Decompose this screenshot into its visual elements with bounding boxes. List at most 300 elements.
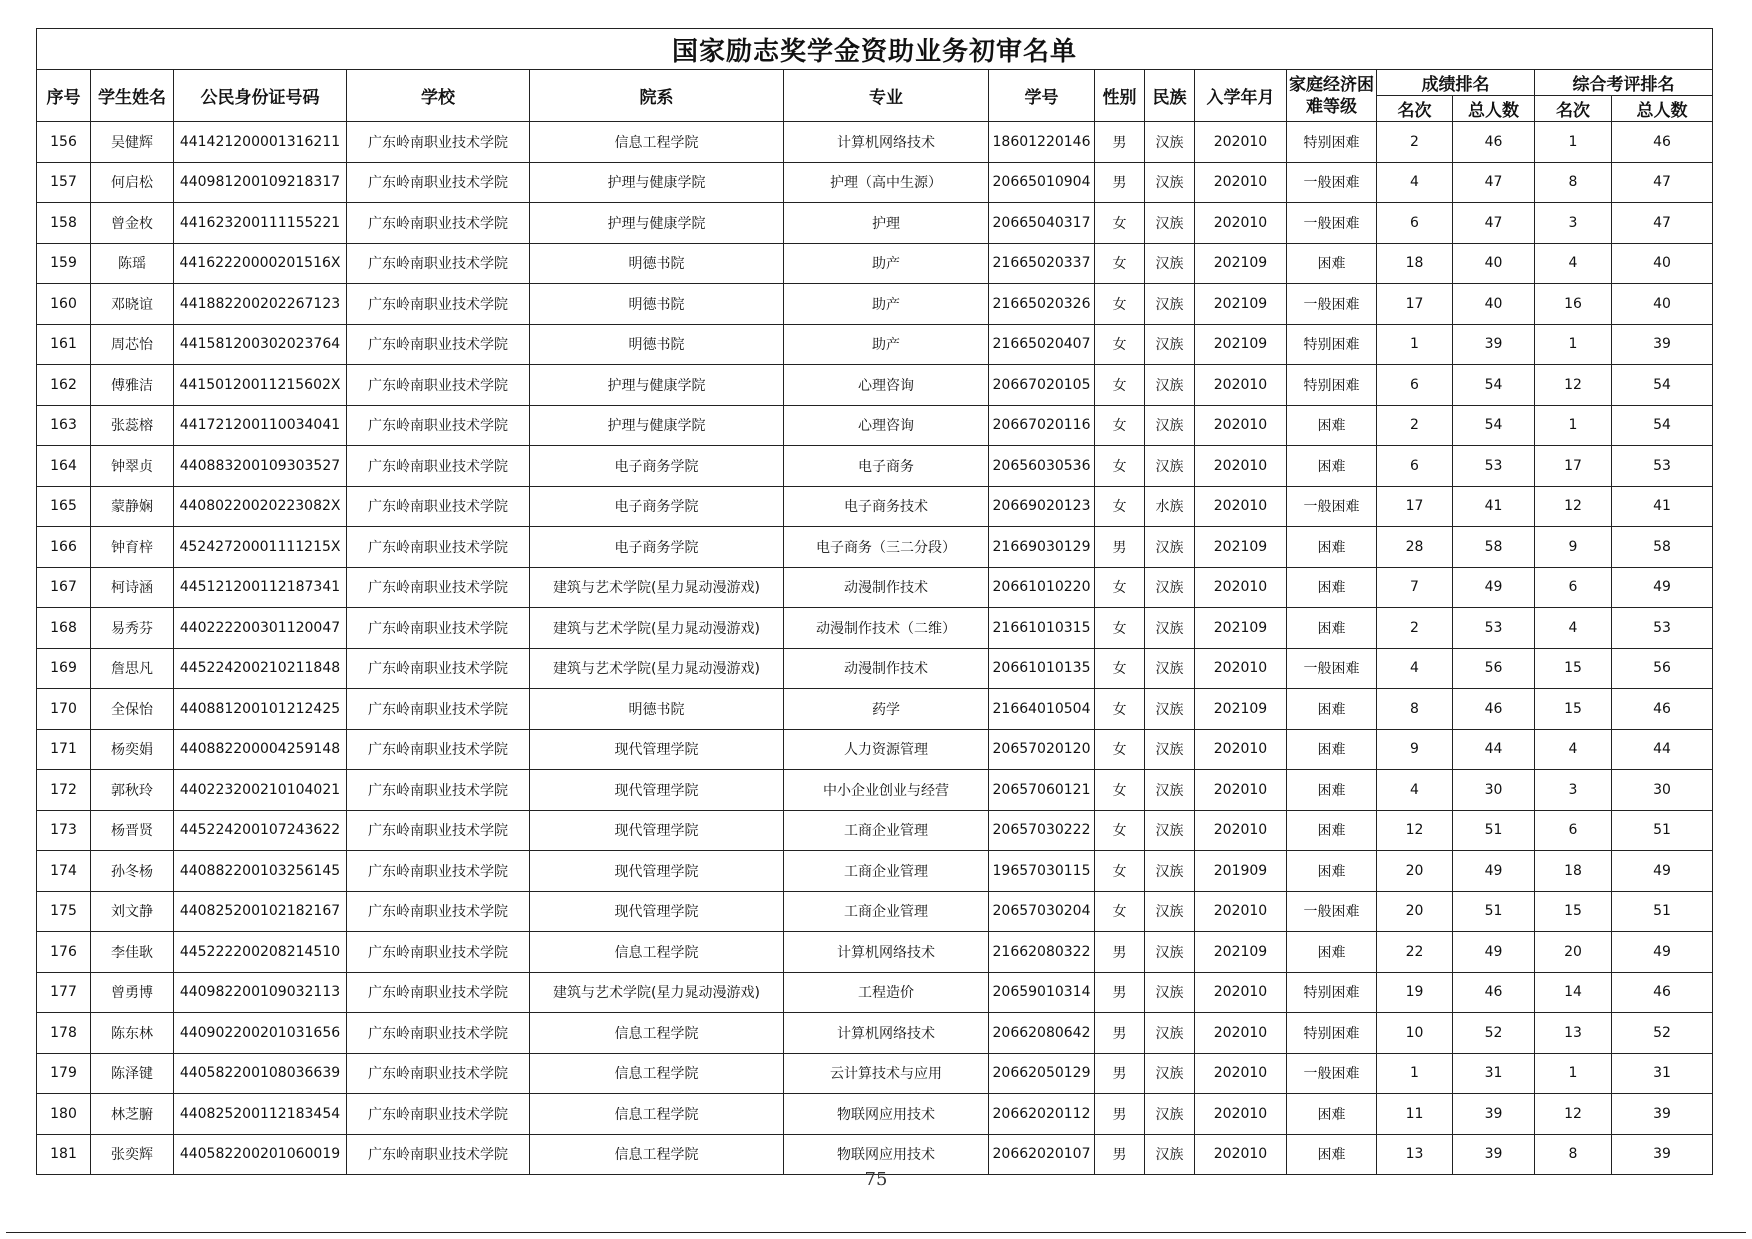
page-title: 国家励志奖学金资助业务初审名单: [37, 29, 1713, 70]
cell-department: 护理与健康学院: [530, 365, 784, 406]
header-grade-rank-total: 总人数: [1453, 96, 1535, 122]
cell-grade-total: 49: [1453, 851, 1535, 892]
cell-student-name: 吴健辉: [91, 122, 174, 163]
cell-enroll-date: 202109: [1195, 324, 1287, 365]
cell-grade-rank: 10: [1377, 1013, 1453, 1054]
cell-ethnicity: 汉族: [1145, 1053, 1195, 1094]
cell-student-no: 21665020326: [989, 284, 1095, 325]
cell-overall-rank: 4: [1535, 608, 1612, 649]
cell-major: 药学: [784, 689, 989, 730]
cell-school: 广东岭南职业技术学院: [347, 729, 530, 770]
cell-department: 信息工程学院: [530, 1053, 784, 1094]
cell-overall-rank: 12: [1535, 365, 1612, 406]
roster-body: [37, 122, 1713, 1175]
table-row: [37, 527, 1713, 568]
cell-grade-rank: 1: [1377, 324, 1453, 365]
cell-major: 电子商务（三二分段）: [784, 527, 989, 568]
cell-hardship-level: 困难: [1287, 1094, 1377, 1135]
cell-grade-rank: 4: [1377, 770, 1453, 811]
cell-enroll-date: 202010: [1195, 770, 1287, 811]
cell-id-number: 445224200107243622: [174, 810, 347, 851]
cell-enroll-date: 202010: [1195, 729, 1287, 770]
cell-hardship-level: 困难: [1287, 810, 1377, 851]
cell-major: 物联网应用技术: [784, 1094, 989, 1135]
cell-hardship-level: 特别困难: [1287, 324, 1377, 365]
cell-student-name: 蒙静娴: [91, 486, 174, 527]
cell-student-no: 20665010904: [989, 162, 1095, 203]
cell-grade-rank: 20: [1377, 891, 1453, 932]
cell-department: 现代管理学院: [530, 770, 784, 811]
header-ethnicity: 民族: [1145, 70, 1195, 122]
cell-id-number: 440582200201060019: [174, 1134, 347, 1175]
cell-student-name: 刘文静: [91, 891, 174, 932]
cell-student-no: 20669020123: [989, 486, 1095, 527]
cell-gender: 女: [1095, 567, 1145, 608]
cell-major: 工商企业管理: [784, 851, 989, 892]
cell-department: 明德书院: [530, 324, 784, 365]
cell-overall-rank: 1: [1535, 1053, 1612, 1094]
cell-department: 现代管理学院: [530, 729, 784, 770]
cell-school: 广东岭南职业技术学院: [347, 527, 530, 568]
cell-hardship-level: 困难: [1287, 567, 1377, 608]
cell-student-name: 傅雅洁: [91, 365, 174, 406]
cell-enroll-date: 202109: [1195, 527, 1287, 568]
cell-overall-rank: 15: [1535, 648, 1612, 689]
cell-grade-total: 39: [1453, 1094, 1535, 1135]
cell-enroll-date: 202010: [1195, 122, 1287, 163]
cell-major: 动漫制作技术（二维）: [784, 608, 989, 649]
cell-hardship-level: 特别困难: [1287, 972, 1377, 1013]
cell-student-name: 李佳耿: [91, 932, 174, 973]
cell-id-number: 44162220000201516X: [174, 243, 347, 284]
cell-hardship-level: 特别困难: [1287, 122, 1377, 163]
cell-overall-rank: 1: [1535, 122, 1612, 163]
cell-overall-rank: 13: [1535, 1013, 1612, 1054]
cell-gender: 女: [1095, 851, 1145, 892]
cell-gender: 女: [1095, 608, 1145, 649]
cell-student-no: 21662080322: [989, 932, 1095, 973]
cell-school: 广东岭南职业技术学院: [347, 932, 530, 973]
header-id-number: 公民身份证号码: [174, 70, 347, 122]
cell-seq: 175: [37, 891, 91, 932]
cell-hardship-level: 困难: [1287, 851, 1377, 892]
cell-id-number: 445222200208214510: [174, 932, 347, 973]
cell-id-number: 440222200301120047: [174, 608, 347, 649]
cell-hardship-level: 困难: [1287, 405, 1377, 446]
cell-hardship-level: 困难: [1287, 689, 1377, 730]
cell-school: 广东岭南职业技术学院: [347, 1094, 530, 1135]
table-row: [37, 891, 1713, 932]
cell-grade-total: 49: [1453, 932, 1535, 973]
cell-overall-rank: 12: [1535, 1094, 1612, 1135]
cell-gender: 男: [1095, 932, 1145, 973]
cell-student-no: 20659010314: [989, 972, 1095, 1013]
cell-student-name: 陈东林: [91, 1013, 174, 1054]
cell-id-number: 44150120011215602X: [174, 365, 347, 406]
cell-major: 心理咨询: [784, 365, 989, 406]
cell-overall-rank: 12: [1535, 486, 1612, 527]
cell-grade-total: 47: [1453, 162, 1535, 203]
cell-student-name: 陈泽键: [91, 1053, 174, 1094]
cell-id-number: 44080220020223082X: [174, 486, 347, 527]
table-row: [37, 1094, 1713, 1135]
header-major: 专业: [784, 70, 989, 122]
cell-ethnicity: 汉族: [1145, 527, 1195, 568]
cell-department: 建筑与艺术学院(星力晁动漫游戏): [530, 567, 784, 608]
cell-major: 计算机网络技术: [784, 122, 989, 163]
cell-hardship-level: 一般困难: [1287, 1053, 1377, 1094]
cell-hardship-level: 困难: [1287, 932, 1377, 973]
cell-student-name: 张奕辉: [91, 1134, 174, 1175]
cell-department: 信息工程学院: [530, 122, 784, 163]
table-row: [37, 243, 1713, 284]
cell-id-number: 441882200202267123: [174, 284, 347, 325]
cell-enroll-date: 202010: [1195, 567, 1287, 608]
table-row: [37, 486, 1713, 527]
cell-grade-rank: 7: [1377, 567, 1453, 608]
cell-id-number: 445121200112187341: [174, 567, 347, 608]
cell-overall-rank: 8: [1535, 162, 1612, 203]
cell-department: 现代管理学院: [530, 891, 784, 932]
cell-overall-rank: 4: [1535, 243, 1612, 284]
cell-grade-rank: 12: [1377, 810, 1453, 851]
cell-student-no: 20657060121: [989, 770, 1095, 811]
table-row: [37, 365, 1713, 406]
cell-student-no: 21664010504: [989, 689, 1095, 730]
cell-major: 助产: [784, 243, 989, 284]
cell-school: 广东岭南职业技术学院: [347, 122, 530, 163]
cell-department: 护理与健康学院: [530, 405, 784, 446]
cell-seq: 161: [37, 324, 91, 365]
cell-hardship-level: 特别困难: [1287, 1013, 1377, 1054]
cell-grade-total: 47: [1453, 203, 1535, 244]
cell-school: 广东岭南职业技术学院: [347, 162, 530, 203]
cell-hardship-level: 一般困难: [1287, 284, 1377, 325]
cell-student-no: 21665020337: [989, 243, 1095, 284]
cell-seq: 160: [37, 284, 91, 325]
cell-seq: 176: [37, 932, 91, 973]
cell-overall-total: 39: [1612, 324, 1713, 365]
cell-school: 广东岭南职业技术学院: [347, 770, 530, 811]
cell-gender: 女: [1095, 405, 1145, 446]
cell-major: 动漫制作技术: [784, 648, 989, 689]
cell-seq: 181: [37, 1134, 91, 1175]
cell-department: 护理与健康学院: [530, 162, 784, 203]
cell-grade-rank: 18: [1377, 243, 1453, 284]
cell-seq: 173: [37, 810, 91, 851]
cell-enroll-date: 202010: [1195, 972, 1287, 1013]
cell-major: 动漫制作技术: [784, 567, 989, 608]
cell-overall-total: 46: [1612, 972, 1713, 1013]
table-row: [37, 972, 1713, 1013]
cell-student-no: 20657020120: [989, 729, 1095, 770]
cell-overall-rank: 3: [1535, 203, 1612, 244]
cell-gender: 女: [1095, 891, 1145, 932]
cell-overall-total: 54: [1612, 365, 1713, 406]
cell-major: 工程造价: [784, 972, 989, 1013]
cell-ethnicity: 汉族: [1145, 972, 1195, 1013]
cell-overall-rank: 16: [1535, 284, 1612, 325]
cell-grade-total: 54: [1453, 405, 1535, 446]
cell-major: 物联网应用技术: [784, 1134, 989, 1175]
cell-student-name: 何启松: [91, 162, 174, 203]
page-number: 75: [864, 1169, 888, 1190]
cell-overall-total: 46: [1612, 689, 1713, 730]
cell-department: 明德书院: [530, 243, 784, 284]
cell-school: 广东岭南职业技术学院: [347, 891, 530, 932]
cell-school: 广东岭南职业技术学院: [347, 851, 530, 892]
cell-hardship-level: 困难: [1287, 770, 1377, 811]
cell-seq: 180: [37, 1094, 91, 1135]
cell-id-number: 441721200110034041: [174, 405, 347, 446]
cell-school: 广东岭南职业技术学院: [347, 1013, 530, 1054]
cell-enroll-date: 202010: [1195, 486, 1287, 527]
cell-school: 广东岭南职业技术学院: [347, 689, 530, 730]
cell-ethnicity: 水族: [1145, 486, 1195, 527]
cell-seq: 156: [37, 122, 91, 163]
cell-enroll-date: 202010: [1195, 203, 1287, 244]
cell-school: 广东岭南职业技术学院: [347, 405, 530, 446]
cell-major: 人力资源管理: [784, 729, 989, 770]
cell-overall-total: 54: [1612, 405, 1713, 446]
cell-grade-total: 58: [1453, 527, 1535, 568]
cell-student-name: 易秀芬: [91, 608, 174, 649]
cell-department: 建筑与艺术学院(星力晁动漫游戏): [530, 608, 784, 649]
header-enroll: 入学年月: [1195, 70, 1287, 122]
cell-student-no: 20656030536: [989, 446, 1095, 487]
cell-grade-rank: 17: [1377, 284, 1453, 325]
cell-overall-total: 49: [1612, 932, 1713, 973]
cell-student-name: 詹思凡: [91, 648, 174, 689]
cell-department: 建筑与艺术学院(星力晁动漫游戏): [530, 648, 784, 689]
cell-ethnicity: 汉族: [1145, 689, 1195, 730]
cell-hardship-level: 一般困难: [1287, 203, 1377, 244]
cell-grade-rank: 17: [1377, 486, 1453, 527]
cell-student-no: 19657030115: [989, 851, 1095, 892]
cell-overall-total: 56: [1612, 648, 1713, 689]
cell-seq: 168: [37, 608, 91, 649]
cell-department: 现代管理学院: [530, 851, 784, 892]
cell-enroll-date: 202010: [1195, 1134, 1287, 1175]
cell-enroll-date: 201909: [1195, 851, 1287, 892]
cell-overall-rank: 6: [1535, 567, 1612, 608]
cell-gender: 女: [1095, 486, 1145, 527]
cell-department: 建筑与艺术学院(星力晁动漫游戏): [530, 972, 784, 1013]
header-overall-rank-place: 名次: [1535, 96, 1612, 122]
cell-major: 计算机网络技术: [784, 1013, 989, 1054]
cell-overall-total: 46: [1612, 122, 1713, 163]
cell-major: 助产: [784, 324, 989, 365]
cell-overall-total: 41: [1612, 486, 1713, 527]
cell-grade-total: 51: [1453, 891, 1535, 932]
cell-student-name: 张蕊榕: [91, 405, 174, 446]
cell-hardship-level: 困难: [1287, 527, 1377, 568]
cell-student-no: 21665020407: [989, 324, 1095, 365]
cell-department: 电子商务学院: [530, 527, 784, 568]
cell-id-number: 441421200001316211: [174, 122, 347, 163]
cell-student-no: 20661010220: [989, 567, 1095, 608]
cell-student-no: 20665040317: [989, 203, 1095, 244]
header-grade-rank: 成绩排名: [1377, 70, 1535, 96]
table-row: [37, 932, 1713, 973]
header-name: 学生姓名: [91, 70, 174, 122]
cell-enroll-date: 202010: [1195, 365, 1287, 406]
cell-seq: 157: [37, 162, 91, 203]
cell-major: 工商企业管理: [784, 810, 989, 851]
header-department: 院系: [530, 70, 784, 122]
cell-grade-rank: 2: [1377, 122, 1453, 163]
cell-ethnicity: 汉族: [1145, 243, 1195, 284]
cell-student-name: 孙冬杨: [91, 851, 174, 892]
header-school: 学校: [347, 70, 530, 122]
cell-enroll-date: 202109: [1195, 243, 1287, 284]
cell-overall-total: 39: [1612, 1094, 1713, 1135]
cell-seq: 169: [37, 648, 91, 689]
cell-grade-rank: 4: [1377, 162, 1453, 203]
cell-department: 信息工程学院: [530, 1134, 784, 1175]
cell-grade-rank: 8: [1377, 689, 1453, 730]
cell-student-name: 杨晋贤: [91, 810, 174, 851]
cell-student-name: 柯诗涵: [91, 567, 174, 608]
table-row: [37, 729, 1713, 770]
cell-seq: 163: [37, 405, 91, 446]
cell-overall-total: 49: [1612, 851, 1713, 892]
header-grade-rank-place: 名次: [1377, 96, 1453, 122]
cell-school: 广东岭南职业技术学院: [347, 1053, 530, 1094]
cell-grade-rank: 6: [1377, 365, 1453, 406]
cell-ethnicity: 汉族: [1145, 891, 1195, 932]
cell-student-no: 21669030129: [989, 527, 1095, 568]
cell-grade-rank: 28: [1377, 527, 1453, 568]
cell-hardship-level: 特别困难: [1287, 365, 1377, 406]
cell-grade-total: 54: [1453, 365, 1535, 406]
table-row: [37, 567, 1713, 608]
cell-ethnicity: 汉族: [1145, 932, 1195, 973]
table-row: [37, 689, 1713, 730]
cell-overall-total: 31: [1612, 1053, 1713, 1094]
cell-overall-rank: 20: [1535, 932, 1612, 973]
table-row: [37, 608, 1713, 649]
cell-grade-total: 53: [1453, 446, 1535, 487]
cell-department: 护理与健康学院: [530, 203, 784, 244]
cell-overall-rank: 17: [1535, 446, 1612, 487]
cell-grade-rank: 11: [1377, 1094, 1453, 1135]
table-row: [37, 324, 1713, 365]
cell-enroll-date: 202010: [1195, 1013, 1287, 1054]
cell-seq: 178: [37, 1013, 91, 1054]
cell-gender: 女: [1095, 810, 1145, 851]
cell-school: 广东岭南职业技术学院: [347, 203, 530, 244]
cell-gender: 男: [1095, 1094, 1145, 1135]
cell-major: 护理（高中生源）: [784, 162, 989, 203]
cell-department: 现代管理学院: [530, 810, 784, 851]
bottom-rule: [6, 1232, 1746, 1233]
cell-student-name: 周芯怡: [91, 324, 174, 365]
cell-school: 广东岭南职业技术学院: [347, 243, 530, 284]
cell-overall-rank: 3: [1535, 770, 1612, 811]
cell-grade-rank: 2: [1377, 405, 1453, 446]
cell-student-no: 20657030222: [989, 810, 1095, 851]
cell-major: 电子商务: [784, 446, 989, 487]
cell-enroll-date: 202010: [1195, 810, 1287, 851]
cell-grade-total: 49: [1453, 567, 1535, 608]
cell-gender: 女: [1095, 284, 1145, 325]
cell-overall-total: 47: [1612, 203, 1713, 244]
cell-grade-rank: 22: [1377, 932, 1453, 973]
cell-overall-rank: 18: [1535, 851, 1612, 892]
cell-seq: 179: [37, 1053, 91, 1094]
cell-id-number: 440982200109032113: [174, 972, 347, 1013]
cell-grade-total: 39: [1453, 1134, 1535, 1175]
cell-gender: 女: [1095, 729, 1145, 770]
cell-hardship-level: 一般困难: [1287, 648, 1377, 689]
cell-gender: 女: [1095, 365, 1145, 406]
cell-student-no: 18601220146: [989, 122, 1095, 163]
header-overall-rank: 综合考评排名: [1535, 70, 1713, 96]
cell-enroll-date: 202010: [1195, 405, 1287, 446]
cell-hardship-level: 一般困难: [1287, 486, 1377, 527]
cell-grade-rank: 20: [1377, 851, 1453, 892]
cell-overall-total: 30: [1612, 770, 1713, 811]
cell-ethnicity: 汉族: [1145, 284, 1195, 325]
cell-ethnicity: 汉族: [1145, 1134, 1195, 1175]
cell-id-number: 441623200111155221: [174, 203, 347, 244]
table-row: [37, 1053, 1713, 1094]
cell-student-no: 21661010315: [989, 608, 1095, 649]
table-row: [37, 851, 1713, 892]
cell-gender: 男: [1095, 972, 1145, 1013]
cell-seq: 170: [37, 689, 91, 730]
cell-ethnicity: 汉族: [1145, 648, 1195, 689]
cell-student-no: 20657030204: [989, 891, 1095, 932]
cell-student-name: 曾金枚: [91, 203, 174, 244]
cell-hardship-level: 困难: [1287, 1134, 1377, 1175]
cell-major: 计算机网络技术: [784, 932, 989, 973]
cell-overall-total: 58: [1612, 527, 1713, 568]
cell-grade-total: 40: [1453, 284, 1535, 325]
cell-major: 工商企业管理: [784, 891, 989, 932]
table-row: [37, 284, 1713, 325]
cell-grade-total: 52: [1453, 1013, 1535, 1054]
cell-grade-rank: 6: [1377, 203, 1453, 244]
cell-school: 广东岭南职业技术学院: [347, 1134, 530, 1175]
cell-gender: 女: [1095, 770, 1145, 811]
cell-grade-rank: 6: [1377, 446, 1453, 487]
cell-overall-total: 52: [1612, 1013, 1713, 1054]
table-row: [37, 810, 1713, 851]
cell-id-number: 440902200201031656: [174, 1013, 347, 1054]
cell-ethnicity: 汉族: [1145, 446, 1195, 487]
cell-id-number: 441581200302023764: [174, 324, 347, 365]
table-row: [37, 648, 1713, 689]
cell-id-number: 440882200103256145: [174, 851, 347, 892]
cell-student-name: 钟育梓: [91, 527, 174, 568]
cell-major: 中小企业创业与经营: [784, 770, 989, 811]
cell-ethnicity: 汉族: [1145, 162, 1195, 203]
cell-school: 广东岭南职业技术学院: [347, 324, 530, 365]
cell-grade-total: 30: [1453, 770, 1535, 811]
cell-gender: 女: [1095, 689, 1145, 730]
cell-grade-total: 40: [1453, 243, 1535, 284]
cell-gender: 女: [1095, 446, 1145, 487]
cell-student-name: 邓晓谊: [91, 284, 174, 325]
cell-major: 助产: [784, 284, 989, 325]
header-overall-rank-total: 总人数: [1612, 96, 1713, 122]
cell-overall-total: 51: [1612, 891, 1713, 932]
table-row: [37, 446, 1713, 487]
cell-id-number: 440883200109303527: [174, 446, 347, 487]
cell-id-number: 440882200004259148: [174, 729, 347, 770]
